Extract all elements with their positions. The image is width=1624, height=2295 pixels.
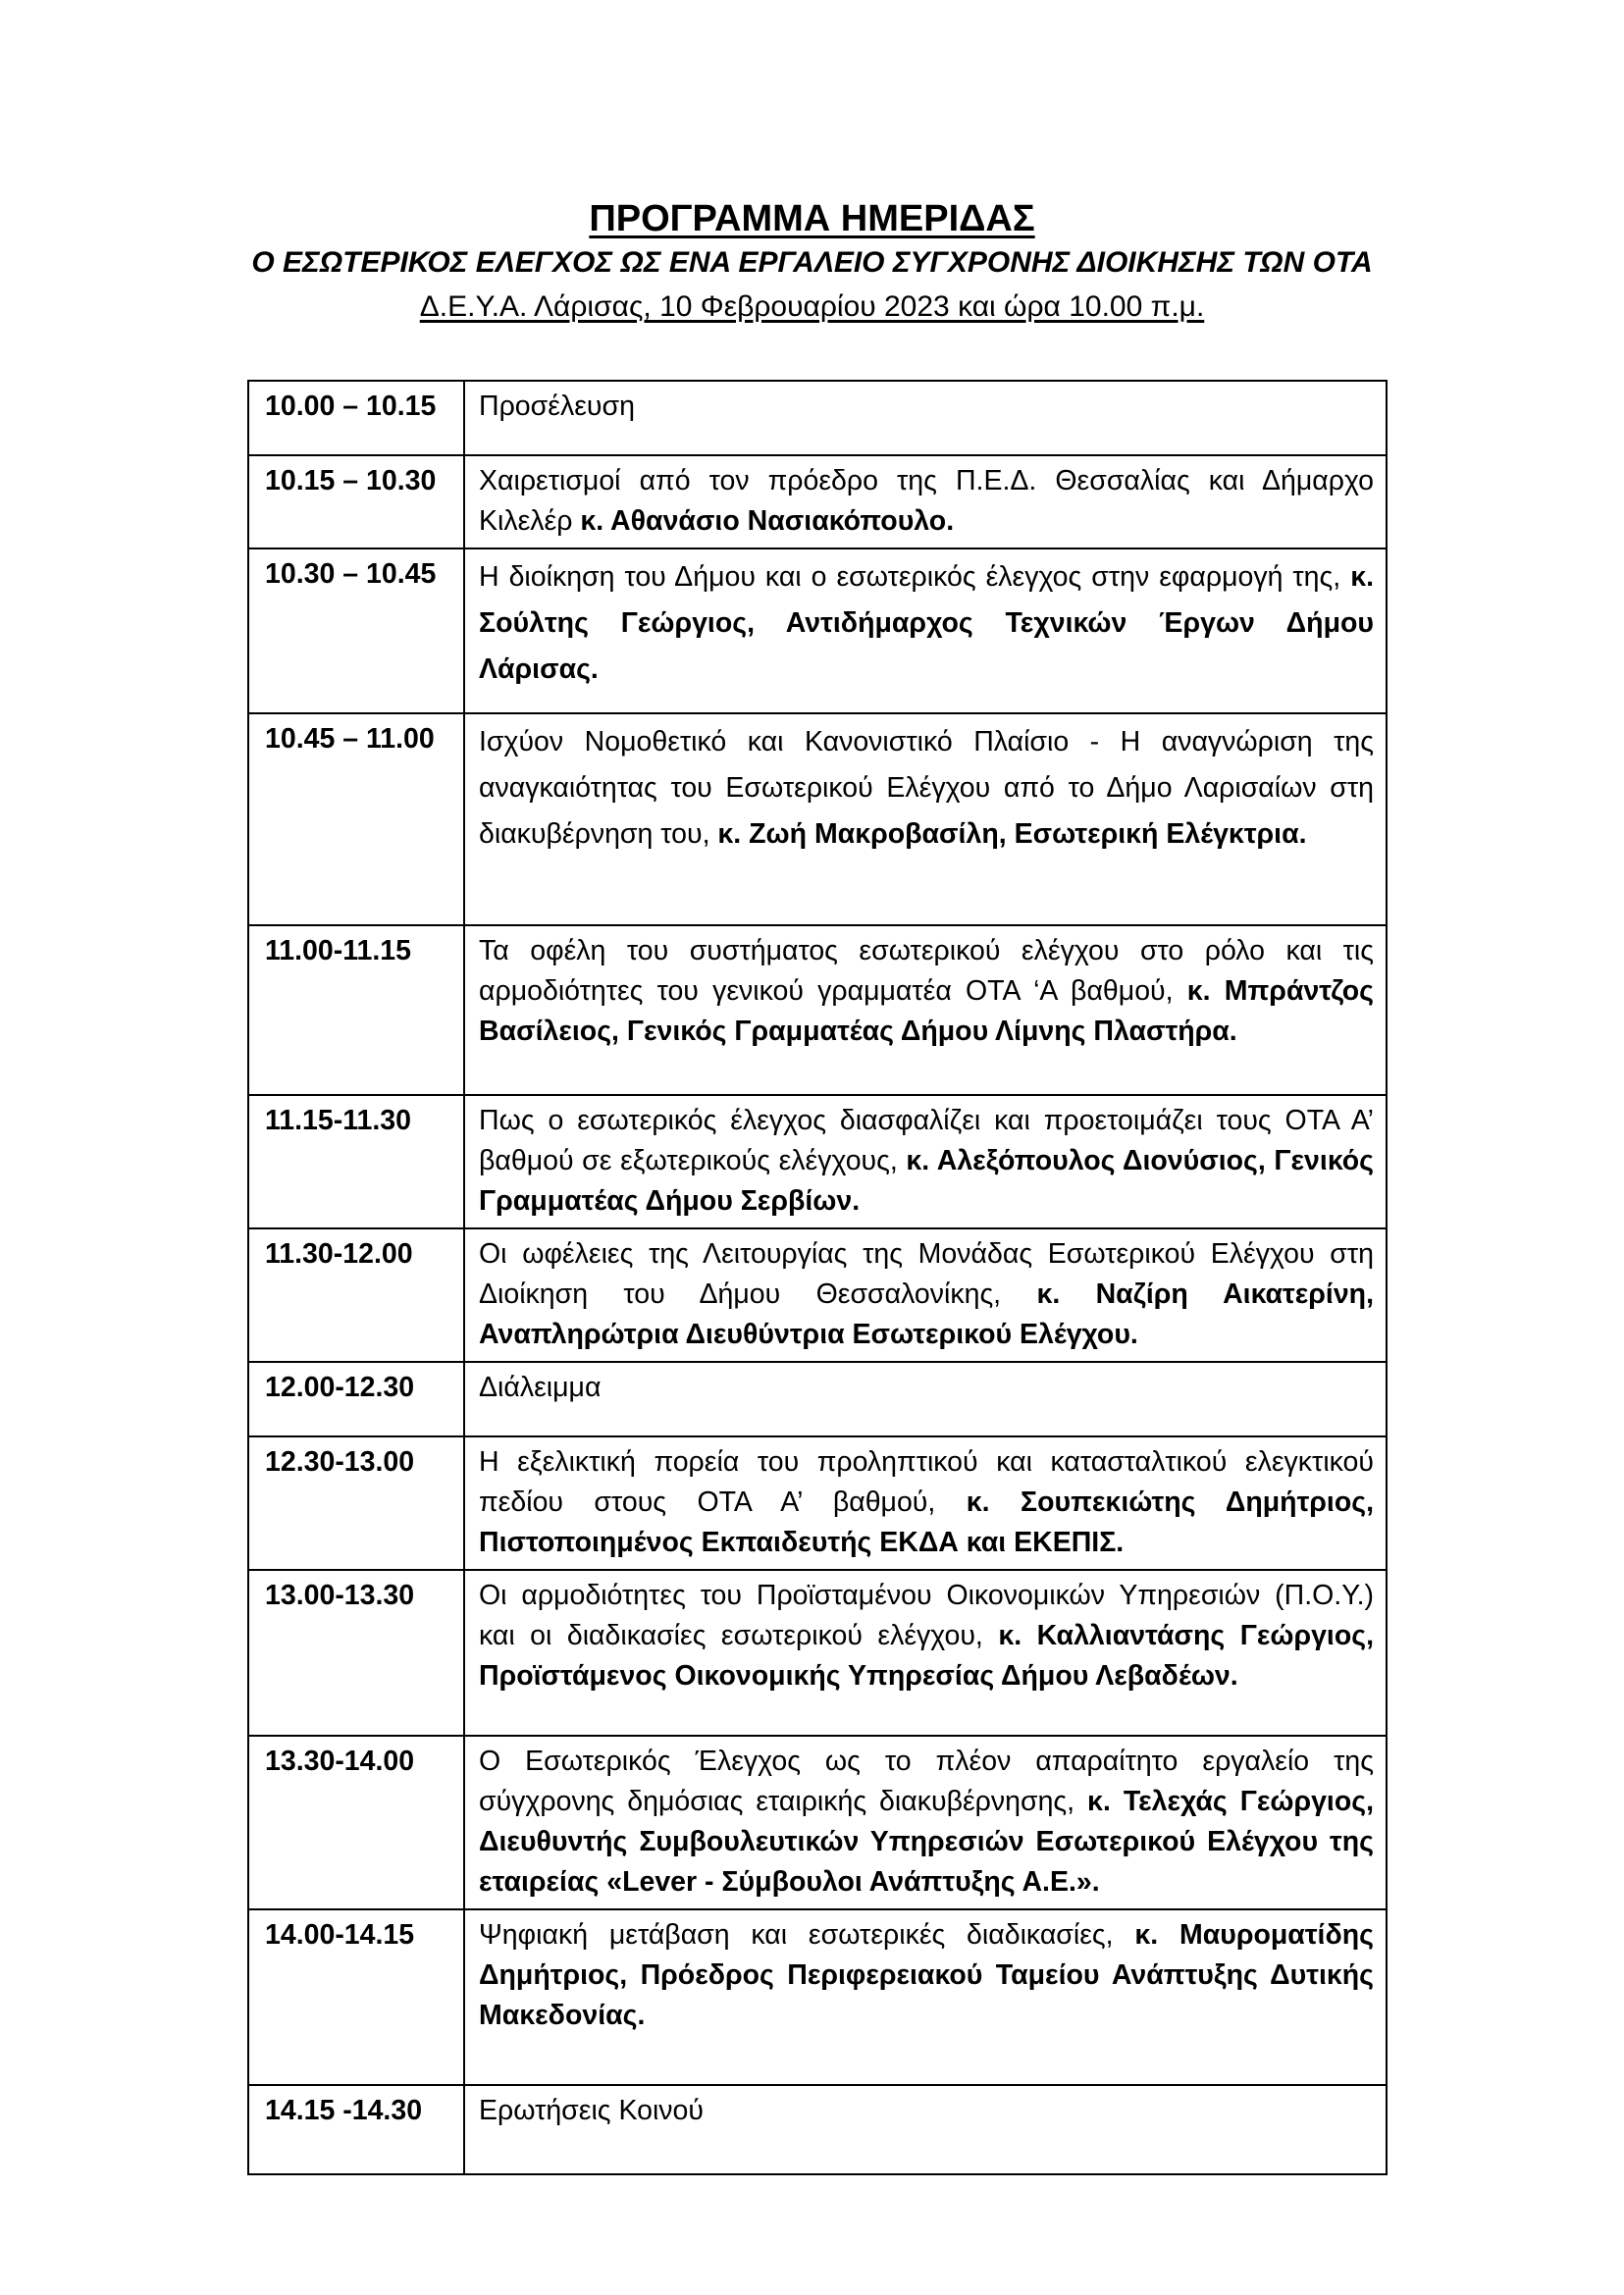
table-row	[248, 548, 1387, 713]
session-cell	[464, 925, 1387, 1095]
session-text: Πως ο εσωτερικός έλεγχος διασφαλίζει και προετοιμάζει τους ΟΤΑ Α’ βαθμού σε εξωτερικούς ελέγχους,	[479, 1105, 1374, 1176]
table-row	[248, 1436, 1387, 1570]
speaker-text: κ. Σουπεκιώτης Δημήτριος, Πιστοποιημένος Εκπαιδευτής ΕΚΔΑ και ΕΚΕΠΙΣ.	[479, 1487, 1374, 1558]
session-text: Ψηφιακή μετάβαση και εσωτερικές διαδικασίες,	[479, 1919, 1135, 1951]
session-text: Χαιρετισμοί από τον πρόεδρο της Π.Ε.Δ. Θεσσαλίας και Δήμαρχο Κιλελέρ	[479, 465, 1374, 537]
speaker-text: κ. Μαυροματίδης Δημήτριος, Πρόεδρος Περιφερειακού Ταμείου Ανάπτυξης Δυτικής Μακεδονίας.	[479, 1919, 1374, 2031]
schedule-table	[247, 380, 1388, 2175]
table-row	[248, 1736, 1387, 1909]
table-row	[248, 455, 1387, 548]
speaker-text: κ. Τελεχάς Γεώργιος, Διευθυντής Συμβουλευτικών Υπηρεσιών Εσωτερικού Ελέγχου της εταιρείας «Lever - Σύμβουλοι Ανάπτυξης Α.Ε.».	[479, 1786, 1374, 1898]
time-cell: 10.30 – 10.45	[248, 548, 464, 713]
table-row	[248, 1570, 1387, 1736]
time-cell: 12.30-13.00	[248, 1436, 464, 1570]
session-cell	[464, 1909, 1387, 2085]
time-cell: 14.15 -14.30	[248, 2085, 464, 2174]
session-cell	[464, 1736, 1387, 1909]
time-cell: 10.45 – 11.00	[248, 713, 464, 925]
session-text: Οι αρμοδιότητες του Προϊσταμένου Οικονομικών Υπηρεσιών (Π.Ο.Υ.) και οι διαδικασίες εσωτερικού ελέγχου,	[479, 1580, 1374, 1651]
document-header	[0, 196, 1624, 330]
time-cell: 12.00-12.30	[248, 1362, 464, 1436]
session-cell	[464, 381, 1387, 455]
time-cell: 11.00-11.15	[248, 925, 464, 1095]
time-cell: 11.30-12.00	[248, 1228, 464, 1362]
table-row	[248, 1909, 1387, 2085]
time-cell: 13.00-13.30	[248, 1570, 464, 1736]
speaker-text: κ. Μπράντζος Βασίλειος, Γενικός Γραμματέας Δήμου Λίμνης Πλαστήρα.	[479, 975, 1374, 1047]
session-cell	[464, 1095, 1387, 1228]
table-row	[248, 1228, 1387, 1362]
session-text: Οι ωφέλειες της Λειτουργίας της Μονάδας Εσωτερικού Ελέγχου στη Διοίκηση του Δήμου Θεσσαλονίκης,	[479, 1238, 1374, 1310]
speaker-text: κ. Αλεξόπουλος Διονύσιος, Γενικός Γραμματέας Δήμου Σερβίων.	[479, 1145, 1374, 1217]
session-text: Η διοίκηση του Δήμου και ο εσωτερικός έλεγχος στην εφαρμογή της,	[479, 561, 1351, 593]
speaker-text: κ. Ναζίρη Αικατερίνη, Αναπληρώτρια Διευθύντρια Εσωτερικού Ελέγχου.	[479, 1278, 1375, 1350]
time-cell: 14.00-14.15	[248, 1909, 464, 2085]
table-row	[248, 2085, 1387, 2174]
session-cell	[464, 1228, 1387, 1362]
session-cell	[464, 548, 1387, 713]
session-text: Διάλειμμα	[479, 1372, 602, 1403]
speaker-text: κ. Καλλιαντάσης Γεώργιος, Προϊστάμενος Οικονομικής Υπηρεσίας Δήμου Λεβαδέων.	[479, 1620, 1374, 1692]
page-title: ΠΡΟΓΡΑΜΜΑ ΗΜΕΡΙΔΑΣ	[589, 198, 1035, 239]
session-text: Ερωτήσεις Κοινού	[479, 2095, 704, 2126]
session-text: Προσέλευση	[479, 391, 635, 422]
table-row	[248, 713, 1387, 925]
time-cell: 11.15-11.30	[248, 1095, 464, 1228]
session-cell	[464, 2085, 1387, 2174]
table-row	[248, 381, 1387, 455]
speaker-text: κ. Σούλτης Γεώργιος, Αντιδήμαρχος Τεχνικών Έργων Δήμου Λάρισας.	[479, 561, 1374, 685]
venue-date-line: Δ.Ε.Υ.Α. Λάρισας, 10 Φεβρουαρίου 2023 και ώρα 10.00 π.μ.	[419, 290, 1205, 323]
time-cell: 13.30-14.00	[248, 1736, 464, 1909]
session-cell	[464, 455, 1387, 548]
session-cell	[464, 1570, 1387, 1736]
session-text: Τα οφέλη του συστήματος εσωτερικού ελέγχου στο ρόλο και τις αρμοδιότητες του γενικού γραμματέα ΟΤΑ ‘Α βαθμού,	[479, 935, 1374, 1007]
session-text: Ισχύον Νομοθετικό και Κανονιστικό Πλαίσιο - Η αναγνώριση της αναγκαιότητας του Εσωτερικού Ελέγχου από το Δήμο Λαρισαίων στη διακυβέρνηση του,	[479, 726, 1374, 850]
event-subtitle: Ο ΕΣΩΤΕΡΙΚΟΣ ΕΛΕΓΧΟΣ ΩΣ ΕΝΑ ΕΡΓΑΛΕΙΟ ΣΥΓΧΡΟΝΗΣ ΔΙΟΙΚΗΣΗΣ ΤΩΝ ΟΤΑ	[251, 246, 1373, 279]
session-text: Η εξελικτική πορεία του προληπτικού και κατασταλτικού ελεγκτικού πεδίου στους ΟΤΑ Α’ βαθμού,	[479, 1446, 1374, 1518]
table-row	[248, 1095, 1387, 1228]
table-row	[248, 925, 1387, 1095]
session-text: Ο Εσωτερικός Έλεγχος ως το πλέον απαραίτητο εργαλείο της σύγχρονης δημόσιας εταιρικής διακυβέρνησης,	[479, 1746, 1374, 1817]
speaker-text: κ. Ζωή Μακροβασίλη, Εσωτερική Ελέγκτρια.	[717, 818, 1307, 850]
session-cell	[464, 1362, 1387, 1436]
session-cell	[464, 1436, 1387, 1570]
table-row	[248, 1362, 1387, 1436]
session-cell	[464, 713, 1387, 925]
time-cell: 10.00 – 10.15	[248, 381, 464, 455]
time-cell: 10.15 – 10.30	[248, 455, 464, 548]
speaker-text: κ. Αθανάσιο Νασιακόπουλο.	[580, 505, 955, 537]
